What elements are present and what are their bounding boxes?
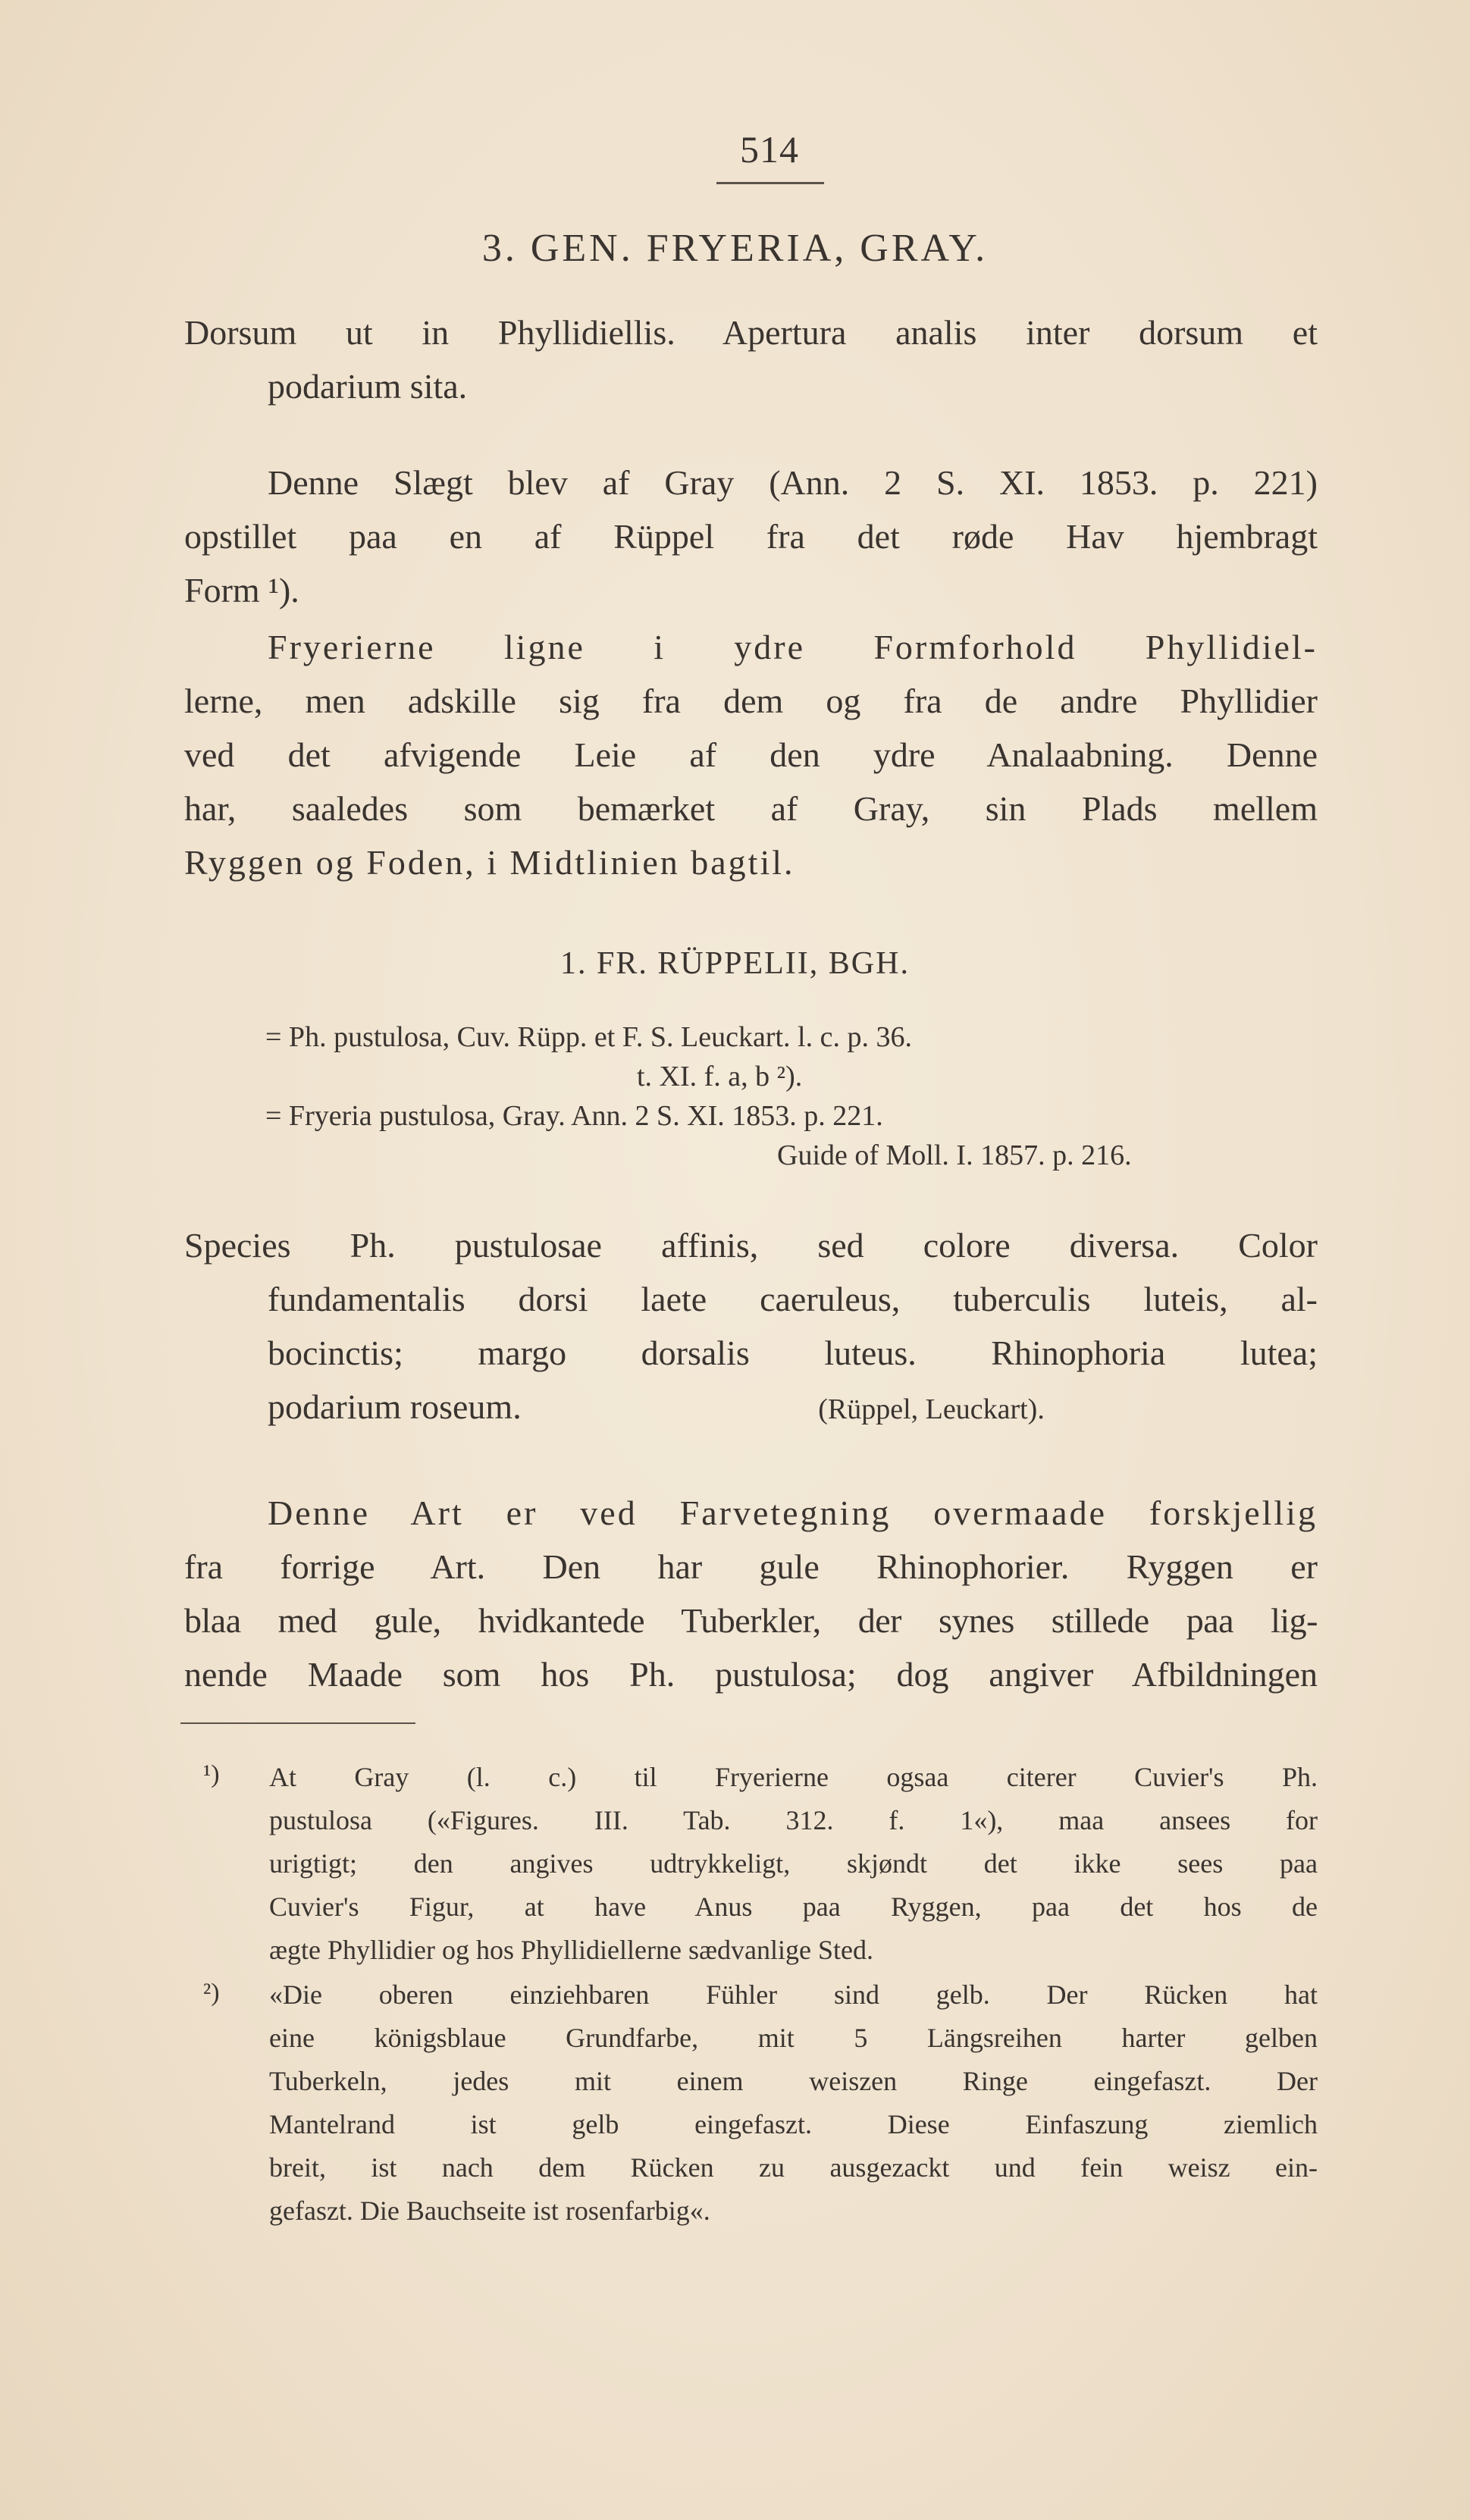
diagnosis-line: Dorsum ut in Phyllidiellis. Apertura analis inter dorsum et (184, 313, 1318, 352)
diagnosis-line: podarium sita. (268, 367, 468, 406)
page-number-rule (716, 182, 824, 184)
paragraph-line: ved det afvigende Leie af den ydre Analaabning. Denne (184, 735, 1318, 774)
footnote-marker: ¹) (203, 1760, 220, 1788)
description-text: podarium roseum. (268, 1387, 522, 1426)
footnote-line: Tuberkeln, jedes mit einem weiszen Ringe eingefaszt. Der (269, 2066, 1318, 2096)
paragraph-line: Form ¹). (184, 571, 299, 610)
paragraph-line: lerne, men adskille sig fra dem og fra de andre Phyllidier (184, 682, 1318, 720)
paragraph-line: Ryggen og Foden, i Midtlinien bagtil. (184, 843, 795, 882)
footnote-line: urigtigt; den angives udtrykkeligt, skjøndt det ikke sees paa (269, 1848, 1318, 1879)
description-line: Species Ph. pustulosae affinis, sed colore diversa. Color (184, 1226, 1318, 1265)
latin-description (184, 1218, 1318, 1437)
paragraph-line: nende Maade som hos Ph. pustulosa; dog angiver Afbildningen (184, 1655, 1318, 1694)
footnote-line: pustulosa («Figures. III. Tab. 312. f. 1«), maa ansees for (269, 1805, 1318, 1835)
footnote-line: ægte Phyllidier og hos Phyllidiellerne sædvanlige Sted. (269, 1935, 873, 1965)
footnote-line: «Die oberen einziehbaren Fühler sind gelb. Der Rücken hat (269, 1979, 1318, 2010)
paragraph-genus-origin (184, 456, 1318, 617)
synonym-line: = Ph. pustulosa, Cuv. Rüpp. et F. S. Leuckart. l. c. p. 36. (265, 1021, 912, 1053)
genus-heading: 3. GEN. FRYERIA, GRAY. (481, 227, 989, 270)
footnote-2 (269, 1973, 1318, 2233)
page-number: 514 (740, 128, 799, 171)
paragraph-line: Denne Art er ved Farvetegning overmaade forskjellig (268, 1494, 1318, 1532)
footnote-line: gefaszt. Die Bauchseite ist rosenfarbig«. (269, 2196, 710, 2226)
species-heading: 1. FR. RÜPPELII, BGH. (560, 946, 910, 981)
paragraph-line: opstillet paa en af Rüppel fra det røde Hav hjembragt (184, 517, 1318, 556)
description-line: bocinctis; margo dorsalis luteus. Rhinophoria lutea; (268, 1334, 1318, 1372)
paragraph-morphology (184, 620, 1318, 889)
paragraph-line: har, saaledes som bemærket af Gray, sin Plads mellem (184, 789, 1318, 828)
paragraph-coloration (184, 1486, 1318, 1701)
paragraph-line: Denne Slægt blev af Gray (Ann. 2 S. XI. 1853. p. 221) (268, 463, 1318, 502)
synonym-line: Guide of Moll. I. 1857. p. 216. (777, 1139, 1132, 1171)
description-line: fundamentalis dorsi laete caeruleus, tuberculis luteis, al- (268, 1280, 1318, 1318)
paragraph-line: fra forrige Art. Den har gule Rhinophorier. Ryggen er (184, 1547, 1318, 1586)
paragraph-line: blaa med gule, hvidkantede Tuberkler, der synes stillede paa lig- (184, 1601, 1318, 1640)
footnote-rule (180, 1722, 415, 1724)
paragraph-line: Fryerierne ligne i ydre Formforhold Phyllidiel- (268, 628, 1318, 666)
synonym-list (265, 1017, 1319, 1175)
footnote-line: Cuvier's Figur, at have Anus paa Ryggen, paa det hos de (269, 1892, 1318, 1922)
synonym-line: = Fryeria pustulosa, Gray. Ann. 2 S. XI. 1853. p. 221. (265, 1100, 883, 1132)
footnote-1 (269, 1756, 1318, 1972)
citation: (Rüppel, Leuckart). (818, 1393, 1045, 1425)
footnote-line: eine königsblaue Grundfarbe, mit 5 Längsreihen harter gelben (269, 2023, 1318, 2053)
synonym-line: t. XI. f. a, b ²). (637, 1061, 803, 1092)
footnote-marker: ²) (203, 1979, 220, 2007)
footnote-line: breit, ist nach dem Rücken zu ausgezackt und fein weisz ein- (269, 2152, 1318, 2183)
footnote-line: Mantelrand ist gelb eingefaszt. Diese Einfaszung ziemlich (269, 2109, 1318, 2139)
description-line (184, 1380, 1318, 1437)
diagnosis-paragraph (184, 306, 1318, 413)
footnote-line: At Gray (l. c.) til Fryerierne ogsaa citerer Cuvier's Ph. (269, 1762, 1318, 1792)
